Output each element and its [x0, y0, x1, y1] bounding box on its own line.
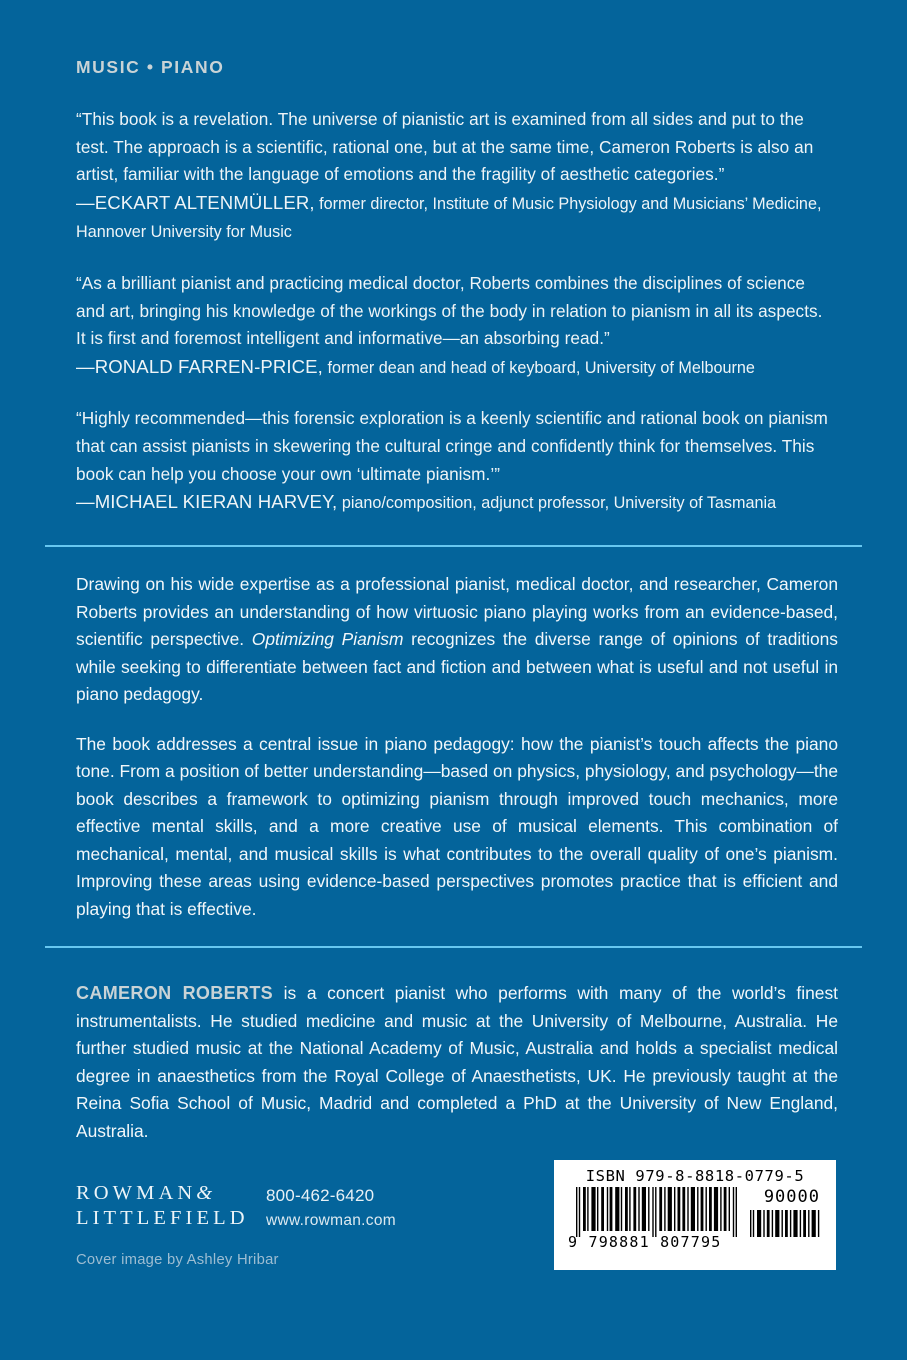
attribution-role: former director, Institute of Music Physiology and Musicians’ Medicine, Hannover University for Music — [76, 194, 822, 242]
publisher-name-rowman: ROWMAN — [76, 1182, 197, 1204]
book-description — [76, 571, 838, 923]
attribution-role: former dean and head of keyboard, University of Melbourne — [322, 358, 755, 377]
attribution-role: piano/composition, adjunct professor, University of Tasmania — [337, 494, 777, 513]
book-title-italic: Optimizing Pianism — [251, 629, 404, 649]
endorsement-quotes — [76, 106, 836, 541]
attribution-name: —ECKART ALTENMÜLLER, — [76, 191, 315, 213]
description-paragraph-1 — [76, 571, 838, 709]
publisher-logo-line-1 — [76, 1181, 249, 1206]
category-header: MUSIC • PIANO — [76, 57, 225, 77]
attribution-name: —RONALD FARREN-PRICE, — [76, 355, 323, 377]
publisher-logo — [76, 1181, 249, 1231]
description-paragraph-2: The book addresses a central issue in piano pedagogy: how the pianist’s touch affects the piano tone. From a position of better understanding—based on physics, physiology, and psychology—the book describes a framework to optimizing pianism through improved touch mechanics, more effective mental skills, and a more creative use of musical elements. This combination of mechanical, mental, and musical skills is what contributes to the overall quality of one’s pianism. Improving these areas using evidence-based perspectives promotes practice that is efficient and playing that is effective. — [76, 733, 838, 919]
isbn-number-label: ISBN 979-8-8818-0779-5 — [585, 1167, 805, 1185]
description-para1-part2: recognizes the diverse range of opinions of traditions while seeking to differentiate between fact and fiction and between what is useful and not useful in piano pedagogy. — [76, 629, 838, 704]
ean13-bars — [576, 1187, 744, 1237]
quote-text: “Highly recommended—this forensic exploration is a keenly scientific and rational book on pianism that can assist pianists in skewering the cultural cringe and confidently think for themselves. This book can help you choose your own ‘ultimate pianism.’” — [76, 408, 828, 484]
publisher-phone[interactable]: 800-462-6420 — [266, 1186, 375, 1205]
publisher-logo-line-2: LITTLEFIELD — [76, 1207, 249, 1229]
barcode-bars-row — [566, 1187, 824, 1249]
publisher-contact — [266, 1183, 396, 1233]
author-bio — [76, 980, 838, 1145]
quote-block — [76, 405, 836, 517]
quote-attribution — [76, 189, 836, 247]
description-para1-part1: Drawing on his wide expertise as a professional pianist, medical doctor, and researcher, Cameron Roberts provides an understanding of how virtuosic piano playing works from an evidence-based, scientific perspective. — [76, 574, 838, 649]
attribution-name: —MICHAEL KIERAN HARVEY, — [76, 491, 338, 513]
publisher-website[interactable]: www.rowman.com — [266, 1212, 396, 1229]
divider-rule-top — [45, 545, 862, 547]
quote-text: “As a brilliant pianist and practicing medical doctor, Roberts combines the disciplines of science and art, bringing his knowledge of the workings of the body in relation to pianism in all its aspects. It is first and foremost intelligent and informative—an absorbing read.” — [76, 272, 823, 349]
quote-attribution — [76, 353, 836, 383]
divider-rule-bottom — [45, 946, 862, 948]
ampersand-glyph: & — [196, 1182, 213, 1204]
barcode-addon-bars — [750, 1210, 822, 1237]
ean13-digits: 9 798881 807795 — [568, 1233, 722, 1251]
quote-attribution — [76, 488, 836, 518]
author-name: CAMERON ROBERTS — [76, 983, 274, 1003]
barcode-addon-digits: 90000 — [763, 1187, 820, 1207]
author-bio-text: is a concert pianist who performs with many of the world’s finest instrumentalists. He studied medicine and music at the University of Melbourne, Australia. He further studied music at the National Academy of Music, Australia and holds a specialist medical degree in anaesthetics from the Royal College of Anaesthetists, UK. He previously taught at the Reina Sofia School of Music, Madrid and completed a PhD at the University of New England, Australia. — [76, 983, 838, 1141]
isbn-barcode — [554, 1160, 836, 1270]
quote-block — [76, 106, 836, 247]
cover-image-credit: Cover image by Ashley Hribar — [76, 1252, 279, 1268]
quote-text: “This book is a revelation. The universe of pianistic art is examined from all sides and put to the test. The approach is a scientific, rational one, but at the same time, Cameron Roberts is also an artist, familiar with the language of emotions and the fragility of aesthetic categories.” — [76, 109, 814, 185]
quote-block — [76, 270, 836, 382]
